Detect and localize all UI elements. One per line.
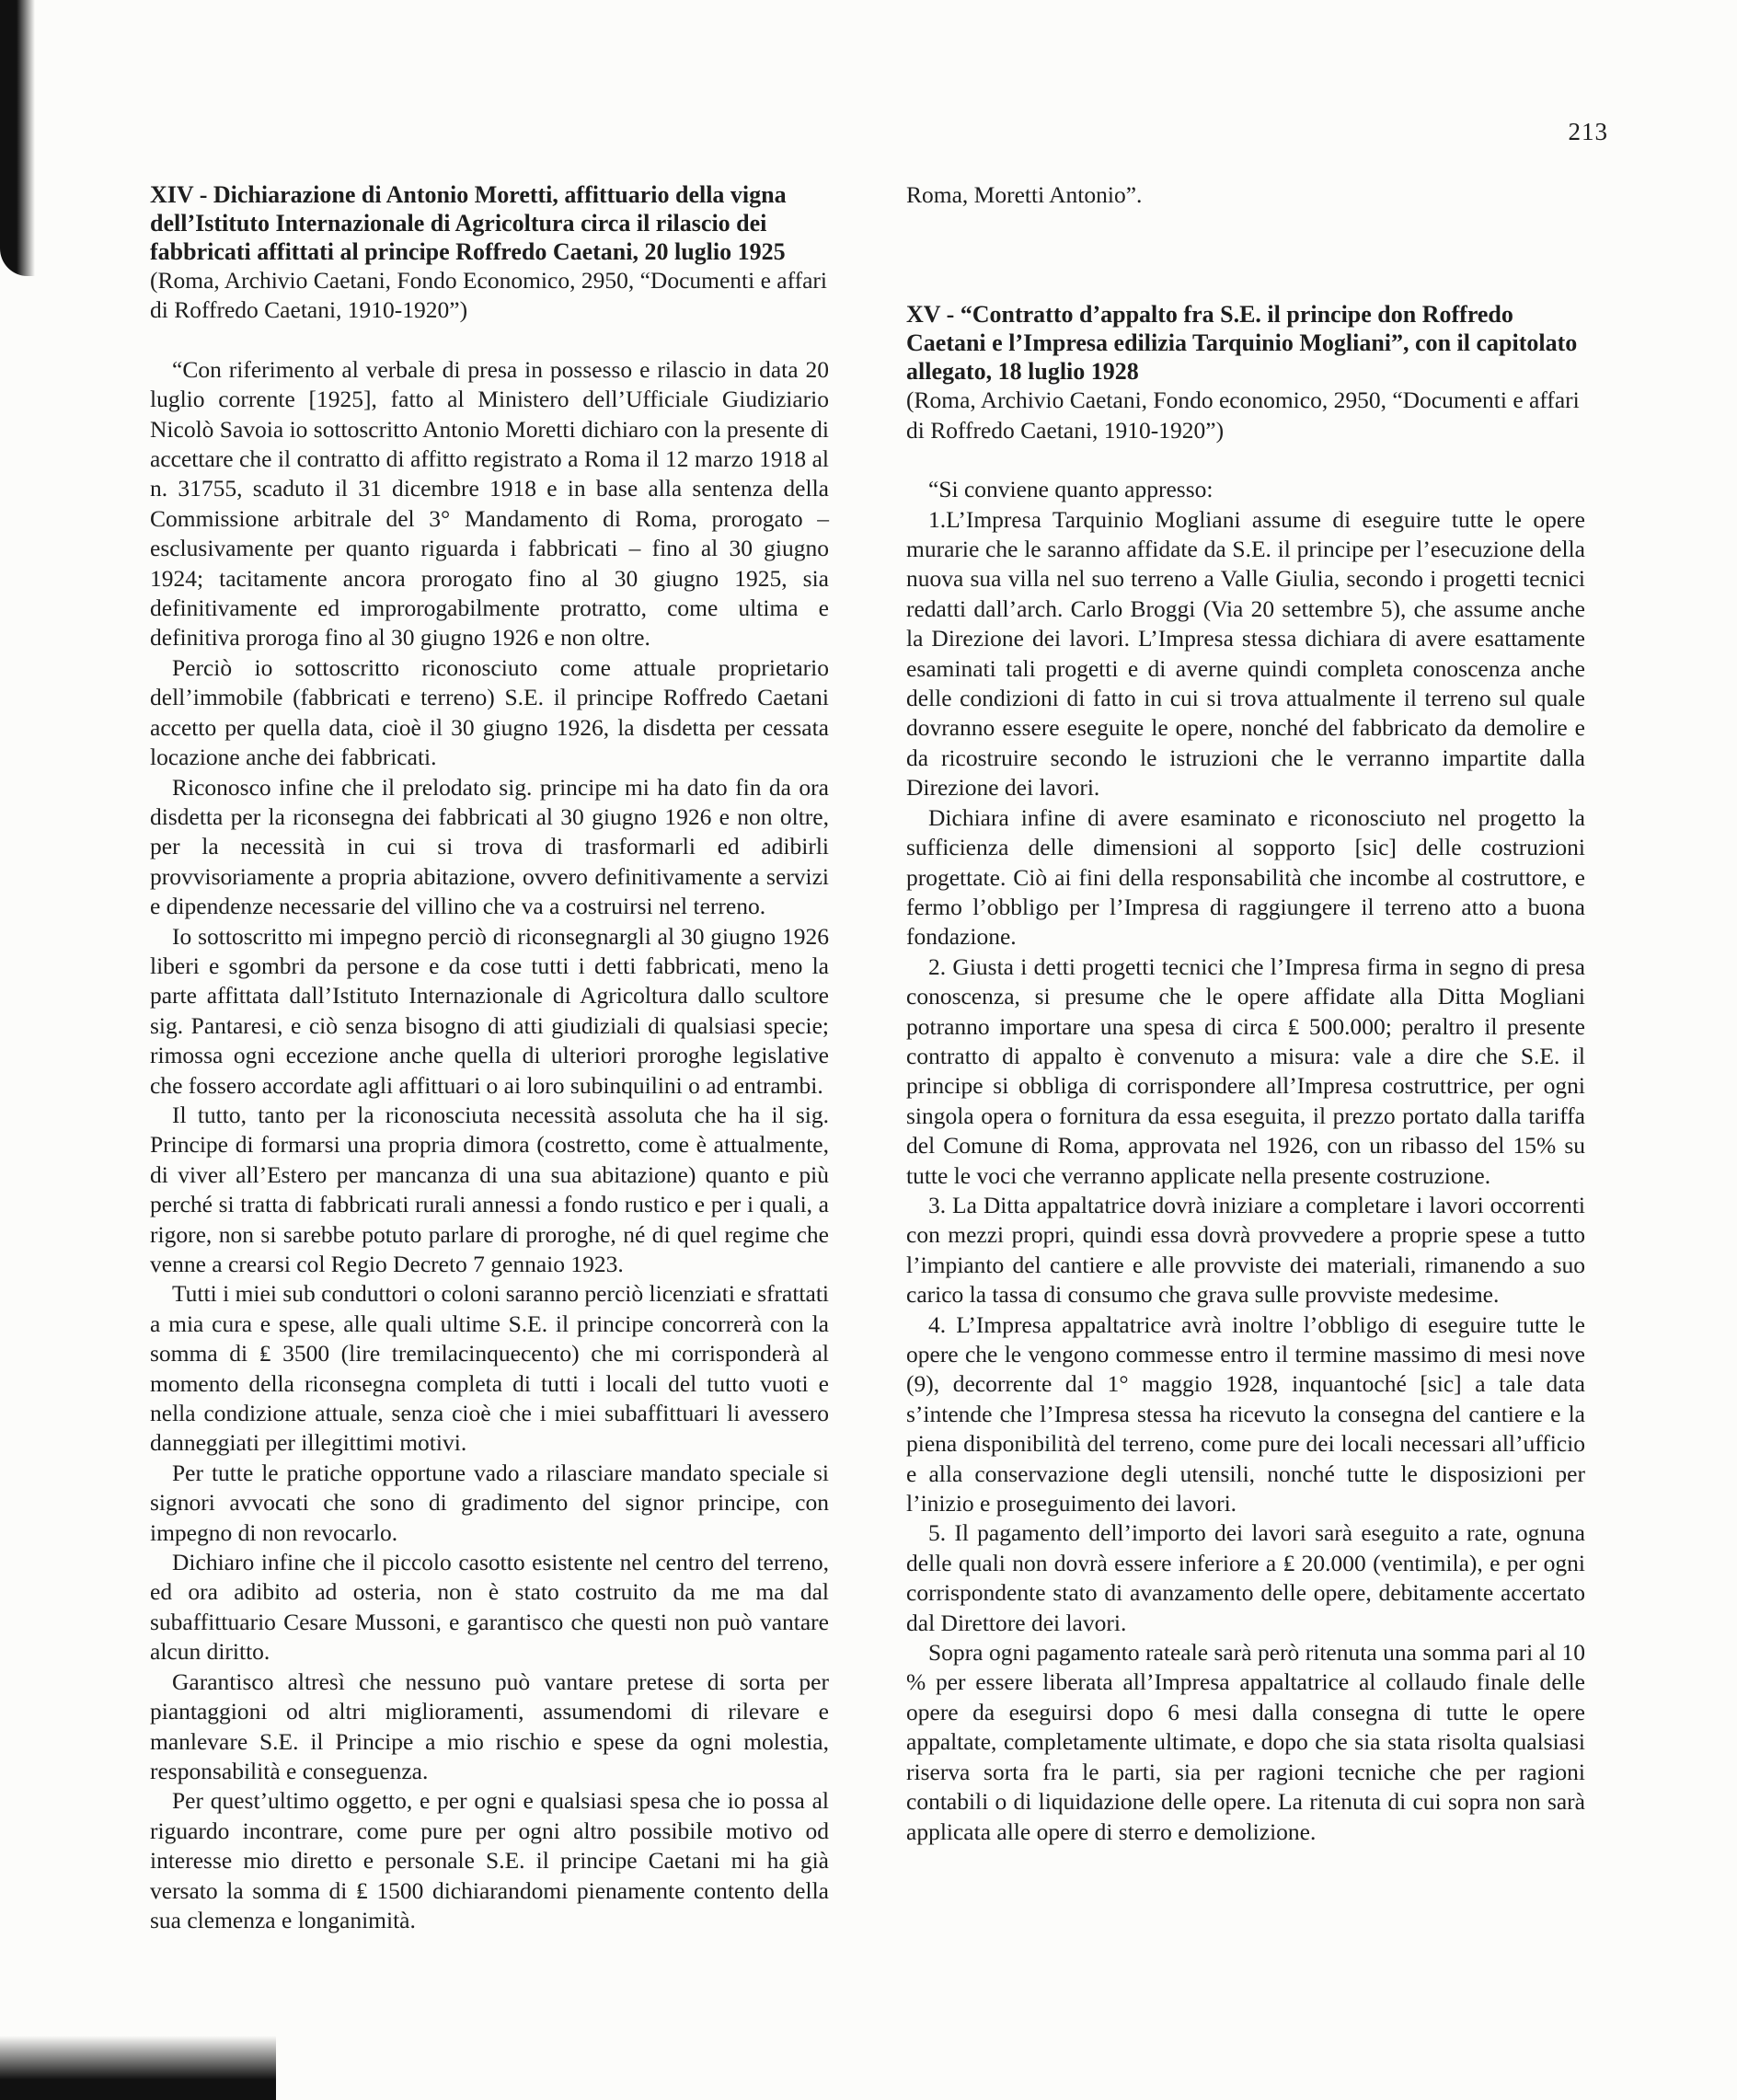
document-xv-paragraph: 3. La Ditta appaltatrice dovrà iniziare a completare i lavori occorrenti con mezzi propri, quindi essa dovrà provvedere a proprie spese a tutto l’impianto del cantiere e alle provviste dei materiali, rimanendo a suo carico la tassa di consumo che grava sulle provviste medesime.	[906, 1191, 1585, 1309]
document-xiv-paragraph: Perciò io sottoscritto riconosciuto come attuale proprietario dell’immobile (fabbricati e terreno) S.E. il principe Roffredo Caetani accetto per quella data, cioè il 30 giugno 1926, la disdetta per cessata locazione anche dei fabbricati.	[150, 653, 829, 771]
document-xiv-paragraph: Tutti i miei sub conduttori o coloni saranno perciò licenziati e sfrattati a mia cura e spese, alle quali ultime S.E. il principe concorrerà con la somma di ₤ 3500 (lire tremilacinquecento) che mi corrisponderà al momento della riconsegna completa di tutti i locali del tutto vuoti e nella condizione attuale, senza cioè che i miei subaffittuari li avessero danneggiati per illegittimi motivi.	[150, 1280, 829, 1457]
left-column	[150, 180, 829, 1935]
document-xiv-paragraph: Per tutte le pratiche opportune vado a rilasciare mandato speciale si signori avvocati che sono di gradimento del signor principe, con impegno di non revocarlo.	[150, 1459, 829, 1546]
section-gap	[906, 210, 1585, 300]
scan-edge-shadow-top	[0, 0, 35, 276]
document-xv-paragraph: 2. Giusta i detti progetti tecnici che l’Impresa firma in segno di presa conoscenza, si presume che le opere affidate alla Ditta Mogliani potranno importare una spesa di circa ₤ 500.000; peraltro il presente contratto di appalto è convenuto a misura: vale a dire che S.E. il principe si obbliga di corrispondere all’Impresa costruttrice, per ogni singola opera o fornitura da essa eseguita, il prezzo portato dalla tariffa del Comune di Roma, approvata nel 1926, con un ribasso del 15% su tutte le voci che verranno applicate nella presente costruzione.	[906, 952, 1585, 1189]
scan-edge-shadow-bottom	[0, 2036, 276, 2100]
document-xv-heading: XV - “Contratto d’appalto fra S.E. il principe don Roffredo Caetani e l’Impresa edilizia Tarquinio Mogliani”, con il capitolato allegato, 18 luglio 1928	[906, 301, 1578, 386]
document-xiv-paragraph: Il tutto, tanto per la riconosciuta necessità assoluta che ha il sig. Principe di formarsi una propria dimora (costretto, come è attualmente, di viver all’Estero per mancanza di una sua abitazione) quanto e più perché si tratta di fabbricati rurali annessi a fondo rustico e per i quali, a rigore, non si sarebbe potuto parlare di proroghe, né di quel regime che venne a crearsi col Regio Decreto 7 gennaio 1923.	[150, 1101, 829, 1277]
document-xv-paragraph: Dichiara infine di avere esaminato e riconosciuto nel progetto la sufficienza delle dimensioni al sopporto [sic] delle costruzioni progettate. Ciò ai fini della responsabilità che incombe al costruttore, e fermo l’obbligo per l’Impresa di raggiungere il terreno atto a buona fondazione.	[906, 803, 1585, 951]
document-xiv-paragraph: “Con riferimento al verbale di presa in possesso e rilascio in data 20 luglio corrente [1925], fatto al Ministero dell’Ufficiale Giudiziario Nicolò Savoia io sottoscritto Antonio Moretti dichiaro con la presente di accettare che il contratto di affitto registrato a Roma il 12 marzo 1918 al n. 31755, scaduto il 31 dicembre 1918 e in base alla sentenza della Commissione arbitrale del 3° Mandamento di Roma, prorogato – esclusivamente per quanto riguarda i fabbricati – fino al 30 giugno 1924; tacitamente ancora prorogato fino al 30 giugno 1925, sia definitivamente ed improrogabilmente protratto, come ultima e definitiva proroga fino al 30 giugno 1926 e non oltre.	[150, 355, 829, 652]
document-xv-paragraph: 4. L’Impresa appaltatrice avrà inoltre l’obbligo di eseguire tutte le opere che le vengono commesse entro il termine massimo di mesi nove (9), decorrente dal 1° maggio 1928, inquantoché [sic] a tale data s’intende che l’Impresa stessa ha ricevuto la consegna del cantiere e la piena disponibilità del terreno, come pure dei locali necessari all’ufficio e alla conservazione degli utensili, nonché tutte le disposizioni per l’inizio e proseguimento dei lavori.	[906, 1310, 1585, 1517]
document-xiv-signature: Roma, Moretti Antonio”.	[906, 181, 1143, 208]
document-xiv-heading: XIV - Dichiarazione di Antonio Moretti, affittuario della vigna dell’Istituto Internazionale di Agricoltura circa il rilascio dei fabbricati affittati al principe Roffredo Caetani, 20 luglio 1925	[150, 181, 787, 265]
document-xiv-paragraph: Garantisco altresì che nessuno può vantare pretese di sorta per piantaggioni od altri miglioramenti, assumendomi di rilevare e manlevare S.E. il Principe a mio rischio e spese da ogni molestia, responsabilità e conseguenza.	[150, 1667, 829, 1784]
document-xv-intro: “Si conviene quanto appresso:	[928, 476, 1214, 503]
document-xiv-paragraph: Dichiaro infine che il piccolo casotto esistente nel centro del terreno, ed ora adibito ad osteria, non è stato costruito da me ma dal subaffittuario Cesare Mussoni, e garantisco che questi non può vantare alcun diritto.	[150, 1549, 829, 1666]
document-xv-paragraph: 5. Il pagamento dell’importo dei lavori sarà eseguito a rate, ognuna delle quali non dovrà essere inferiore a ₤ 20.000 (ventimila), e per ogni corrispondente stato di avanzamento delle opere, debitamente accertato dal Direttore dei lavori.	[906, 1519, 1585, 1636]
document-xiv-source: (Roma, Archivio Caetani, Fondo Economico, 2950, “Documenti e affari di Roffredo Caetani, 1910-1920”)	[150, 267, 828, 324]
document-xiv-paragraph: Io sottoscritto mi impegno perciò di riconsegnargli al 30 giugno 1926 liberi e sgombri da persone e da cose tutti i detti fabbricati, meno la parte affittata dall’Istituto Internazionale di Agricoltura dallo scultore sig. Pantaresi, e ciò senza bisogno di atti giudiziali di qualsiasi specie; rimossa ogni eccezione anche quella di ulteriori proroghe legislative che fossero accordate agli affittuari o ai loro subinquilini o ad entrambi.	[150, 922, 829, 1099]
document-xv-source: (Roma, Archivio Caetani, Fondo economico, 2950, “Documenti e affari di Roffredo Caetani, 1910-1920”)	[906, 387, 1580, 444]
right-column	[906, 180, 1585, 1847]
document-xv-paragraph: 1.L’Impresa Tarquinio Mogliani assume di eseguire tutte le opere murarie che le saranno affidate da S.E. il principe per l’esecuzione della nuova sua villa nel suo terreno a Valle Giulia, secondo i progetti tecnici redatti dall’arch. Carlo Broggi (Via 20 settembre 5), che assume anche la Direzione dei lavori. L’Impresa stessa dichiara di avere esattamente esaminati tali progetti e di averne quindi completa conoscenza anche delle condizioni di fatto in cui si trova attualmente il terreno sul quale dovranno essere eseguite le opere, nonché del fabbricato da demolire e da ricostruire secondo le istruzioni che le verranno impartite dalla Direzione dei lavori.	[906, 505, 1585, 802]
document-xv-paragraph: Sopra ogni pagamento rateale sarà però ritenuta una somma pari al 10 % per essere liberata all’Impresa appaltatrice al collaudo finale delle opere da eseguirsi dopo 6 mesi dalla consegna di tutte le opere appaltate, completamente ultimate, e dopo che sia stata risolta qualsiasi riserva sorta fra le parti, sia per ragioni tecniche che per ragioni contabili o di liquidazione delle opere. La ritenuta di cui sopra non sarà applicata alle opere di sterro e demolizione.	[906, 1639, 1585, 1845]
document-xiv-paragraph: Riconosco infine che il prelodato sig. principe mi ha dato fin da ora disdetta per la riconsegna dei fabbricati al 30 giugno 1926 e non oltre, per la necessità in cui si trova di trasformarli ed adibirli provvisoriamente a propria abitazione, ovvero definitivamente a servizi e dipendenze necessarie del villino che va a costruirsi nel terreno.	[150, 773, 829, 920]
document-xiv-paragraph: Per quest’ultimo oggetto, e per ogni e qualsiasi spesa che io possa al riguardo incontrare, come pure per ogni altro possibile motivo od interesse mio diretto e personale S.E. il principe Caetani mi ha già versato la somma di ₤ 1500 dichiarandomi pienamente contento della sua clemenza e longanimità.	[150, 1787, 829, 1933]
page-number: 213	[1568, 118, 1608, 145]
